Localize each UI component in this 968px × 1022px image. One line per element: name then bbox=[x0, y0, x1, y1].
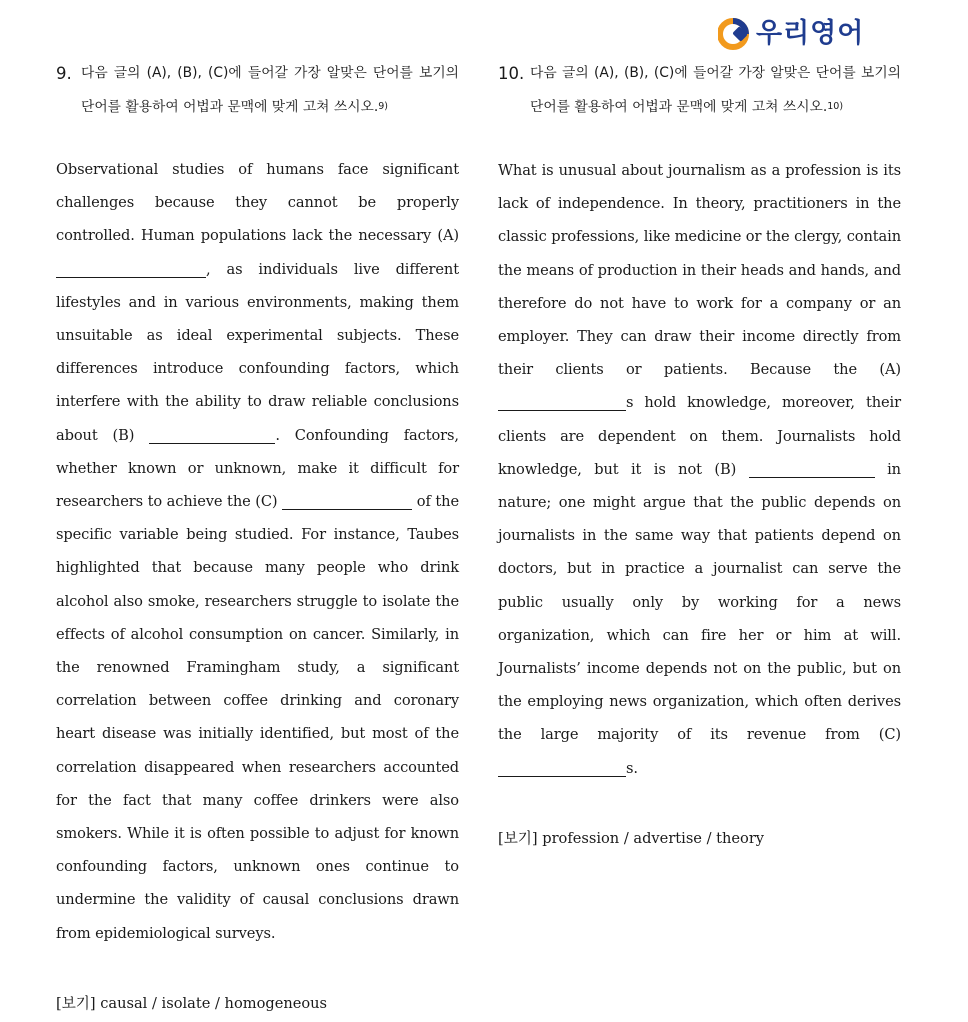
question-9-passage bbox=[56, 153, 459, 950]
question-9-prompt bbox=[81, 57, 459, 124]
question-9-prompt-text: 다음 글의 (A), (B), (C)에 들어갈 가장 알맞은 단어를 보기의 단어를 활용하여 어법과 문맥에 맞게 고쳐 쓰시오. bbox=[81, 65, 459, 115]
question-9-header bbox=[56, 57, 459, 124]
blank-b[interactable] bbox=[749, 459, 875, 478]
passage-text: Observational studies of humans face significant challenges because they cannot be properly controlled. Human populations lack the necessary (A) bbox=[56, 161, 459, 245]
passage-text: , as individuals live different lifestyles and in various environments, making them unsuitable as ideal experimental subjects. These differences introduce confounding factors, which interfere with the ability to draw reliable conclusions about (B) bbox=[56, 260, 459, 444]
blank-a[interactable] bbox=[56, 259, 206, 278]
question-10-prompt-text: 다음 글의 (A), (B), (C)에 들어갈 가장 알맞은 단어를 보기의 단어를 활용하여 어법과 문맥에 맞게 고쳐 쓰시오. bbox=[530, 65, 901, 115]
brand-logo bbox=[718, 16, 888, 52]
passage-text: s hold knowledge, moreover, their clients are dependent on them. Journalists hold knowledge, but it is not (B) bbox=[498, 394, 901, 478]
logo-mark-icon bbox=[718, 17, 752, 51]
question-10-prompt bbox=[523, 57, 901, 124]
blank-a[interactable] bbox=[498, 392, 626, 411]
question-10-word-box: [보기] profession / advertise / theory bbox=[498, 829, 765, 847]
passage-text: of the specific variable being studied. For instance, Taubes highlighted that because many people who drink alcohol also smoke, researchers struggle to isolate the effects of alcohol consumption on cancer. Similarly, in the renowned Framingham study, a significant correlation between coffee drinking and coronary heart disease was initially identified, but most of the correlation disappeared when researchers accounted for the fact that many coffee drinkers were also smokers. While it is often possible to adjust for known confounding factors, unknown ones continue to undermine the validity of causal conclusions drawn from epidemiological surveys. bbox=[56, 493, 459, 942]
question-10-footnote: 10) bbox=[827, 101, 844, 112]
passage-text: s. bbox=[626, 759, 638, 777]
question-10 bbox=[498, 57, 901, 851]
blank-b[interactable] bbox=[149, 425, 275, 444]
question-9-number: 9. bbox=[56, 64, 72, 83]
question-9-footnote: 9) bbox=[378, 101, 389, 112]
question-10-number: 10. bbox=[498, 64, 525, 83]
blank-c[interactable] bbox=[498, 758, 626, 777]
passage-text: in nature; one might argue that the public depends on journalists in the same way that patients depend on doctors, but in practice a journalist can serve the public usually only by working for a news organization, which can fire her or him at will. Journalists’ income depends not on the public, but on the employing news organization, which often derives the large majority of its revenue from (C) bbox=[498, 460, 901, 744]
blank-c[interactable] bbox=[282, 491, 412, 510]
question-9 bbox=[56, 57, 459, 1016]
question-10-passage bbox=[498, 154, 901, 785]
passage-text: . Confounding factors, whether known or unknown, make it difficult for researchers to achieve the (C) bbox=[56, 426, 459, 511]
passage-text: What is unusual about journalism as a profession is its lack of independence. In theory, practitioners in the classic professions, like medicine or the clergy, contain the means of production in their heads and hands, and therefore do not have to work for a company or an employer. They can draw their income directly from their clients or patients. Because the (A) bbox=[498, 162, 901, 379]
logo-text: 우리영어 bbox=[756, 18, 865, 49]
question-10-header bbox=[498, 57, 901, 124]
question-9-word-box: [보기] causal / isolate / homogeneous bbox=[56, 994, 328, 1012]
